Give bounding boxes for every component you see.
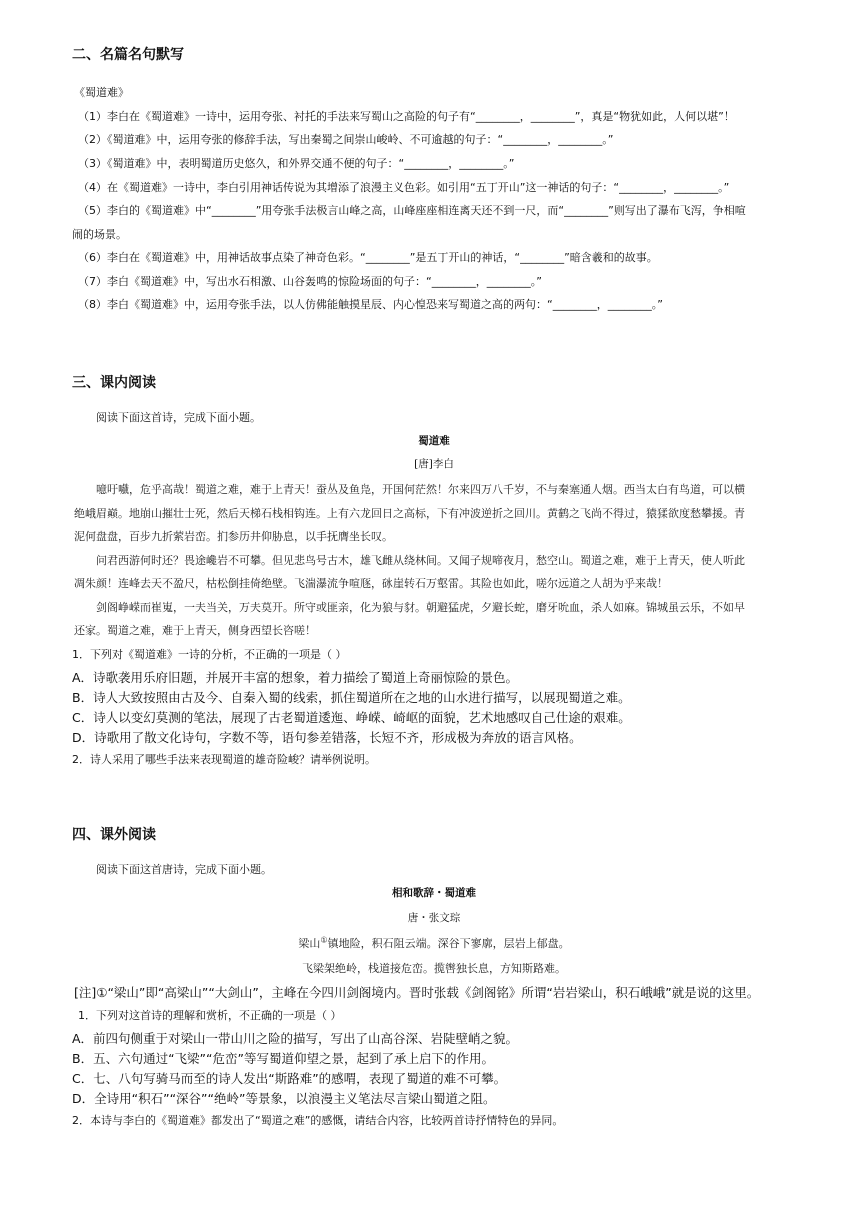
question-2: 2．本诗与李白的《蜀道难》都发出了“蜀道之难”的感慨，请结合内容，比较两首诗抒情特色的异同。 bbox=[72, 1114, 564, 1127]
section-heading-4: 四、课外阅读 bbox=[72, 827, 156, 843]
option-d: D．全诗用“积石”“深谷”“绝岭”等景象，以浪漫主义笔法尽言梁山蜀道之阻。 bbox=[72, 1091, 496, 1106]
poem-author: 唐・张文琮 bbox=[407, 912, 461, 924]
poem-line-text: 镇地险，积石阻云端。深谷下寥廓，层岩上郁盘。 bbox=[327, 937, 570, 950]
option-a: A．前四句侧重于对梁山一带山川之险的描写，写出了山高谷深、岩陡壁峭之貌。 bbox=[72, 1031, 519, 1046]
poem-line-text: 梁山 bbox=[298, 937, 321, 950]
footnote: [注]①“梁山”即“高梁山”“大剑山”，主峰在今四川剑阁境内。晋时张载《剑阁铭》所谓“岩岩梁山，积石峨峨”就是说的这里。 bbox=[74, 985, 760, 1000]
poem-title: 蜀道难 bbox=[418, 435, 450, 447]
fill-blank-item-4: （4）在《蜀道难》一诗中，李白引用神话传说为其增添了浪漫主义色彩。如引用“五丁开山”这一神话的句子：“________，________。” bbox=[78, 181, 730, 194]
poem-line bbox=[0, 935, 868, 951]
question-1: 1．下列对这首诗的理解和赏析，不正确的一项是（ ） bbox=[78, 1009, 342, 1022]
fill-blank-item-1: （1）李白在《蜀道难》一诗中，运用夸张、衬托的手法来写蜀山之高险的句子有“________，________”，真是“物犹如此，人何以堪”！ bbox=[78, 110, 735, 123]
poem-author: [唐]李白 bbox=[414, 458, 454, 470]
option-c: C．七、八句写骑马而至的诗人发出“斯路难”的感喟，表现了蜀道的难不可攀。 bbox=[72, 1071, 507, 1086]
option-d: D．诗歌用了散文化诗句，字数不等，语句参差错落，长短不齐，形成极为奔放的语言风格。 bbox=[72, 730, 582, 745]
fill-blank-item-5: （5）李白的《蜀道难》中“________”用夸张手法极言山峰之高，山峰座座相连离天还不到一尺，而“________”则写出了瀑布飞泻，争相喧 bbox=[78, 204, 746, 217]
poem-line: 噫吁嚱，危乎高哉！蜀道之难，难于上青天！蚕丛及鱼凫，开国何茫然！尔来四万八千岁，不与秦塞通人烟。西当太白有鸟道，可以横 bbox=[96, 483, 745, 496]
question-1: 1．下列对《蜀道难》一诗的分析，不正确的一项是（ ） bbox=[72, 648, 347, 661]
poem-line: 剑阁峥嵘而崔嵬，一夫当关，万夫莫开。所守或匪亲，化为狼与豺。朝避猛虎，夕避长蛇，磨牙吮血，杀人如麻。锦城虽云乐，不如早 bbox=[96, 601, 745, 614]
reading-instruction: 阅读下面这首唐诗，完成下面小题。 bbox=[96, 863, 272, 876]
section-heading-3: 三、课内阅读 bbox=[72, 375, 156, 391]
fill-blank-item-6: （6）李白在《蜀道难》中，用神话故事点染了神奇色彩。“________”是五丁开山的神话，“________”暗含羲和的故事。 bbox=[78, 251, 658, 264]
fill-blank-item-7: （7）李白《蜀道难》中，写出水石相激、山谷轰鸣的惊险场面的句子：“________，________。” bbox=[78, 275, 542, 288]
option-b: B．五、六句通过“飞梁”“危峦”等写蜀道仰望之景，起到了承上启下的作用。 bbox=[72, 1051, 494, 1066]
poem-title: 相和歌辞・蜀道难 bbox=[392, 887, 476, 899]
poem-line: 绝峨眉巅。地崩山摧壮士死，然后天梯石栈相钩连。上有六龙回日之高标，下有冲波逆折之回川。黄鹤之飞尚不得过，猿猱欲度愁攀援。青 bbox=[74, 507, 745, 520]
poem-line: 还家。蜀道之难，难于上青天，侧身西望长咨嗟！ bbox=[74, 624, 316, 637]
poem-line: 凋朱颜！连峰去天不盈尺，枯松倒挂倚绝壁。飞湍瀑流争喧豗，砯崖转石万壑雷。其险也如此，嗟尔远道之人胡为乎来哉！ bbox=[74, 577, 668, 590]
poem-line: 飞梁架绝岭，栈道接危峦。揽辔独长息，方知斯路难。 bbox=[302, 962, 566, 975]
poem-line: 问君西游何时还？畏途巉岩不可攀。但见悲鸟号古木，雄飞雌从绕林间。又闻子规啼夜月，愁空山。蜀道之难，难于上青天，使人听此 bbox=[96, 554, 745, 567]
option-a: A．诗歌袭用乐府旧题，并展开丰富的想象，着力描绘了蜀道上奇丽惊险的景色。 bbox=[72, 670, 519, 685]
fill-blank-item-5-cont: 闹的场景。 bbox=[72, 228, 127, 241]
fill-blank-item-2: （2）《蜀道难》中，运用夸张的修辞手法，写出秦蜀之间崇山峻岭、不可逾越的句子：“________，________。” bbox=[78, 133, 614, 146]
poem-reference: 《蜀道难》 bbox=[74, 86, 129, 99]
section-heading-2: 二、名篇名句默写 bbox=[72, 47, 184, 63]
poem-line: 泥何盘盘，百步九折萦岩峦。扪参历井仰胁息，以手抚膺坐长叹。 bbox=[74, 530, 393, 543]
question-2: 2．诗人采用了哪些手法来表现蜀道的雄奇险峻？请举例说明。 bbox=[72, 753, 376, 766]
option-b: B．诗人大致按照由古及今、自秦入蜀的线索，抓住蜀道所在之地的山水进行描写，以展现蜀道之难。 bbox=[72, 690, 631, 705]
fill-blank-item-8: （8）李白《蜀道难》中，运用夸张手法，以人仿佛能触摸星辰、内心惶恐来写蜀道之高的两句：“________，________。” bbox=[78, 298, 663, 311]
reading-instruction: 阅读下面这首诗，完成下面小题。 bbox=[96, 411, 261, 424]
fill-blank-item-3: （3）《蜀道难》中，表明蜀道历史悠久，和外界交通不便的句子：“________，________。” bbox=[78, 157, 515, 170]
option-c: C．诗人以变幻莫测的笔法，展现了古老蜀道逶迤、峥嵘、崎岖的面貌，艺术地感叹自己仕途的艰难。 bbox=[72, 710, 631, 725]
footnote-marker: ① bbox=[320, 935, 328, 945]
